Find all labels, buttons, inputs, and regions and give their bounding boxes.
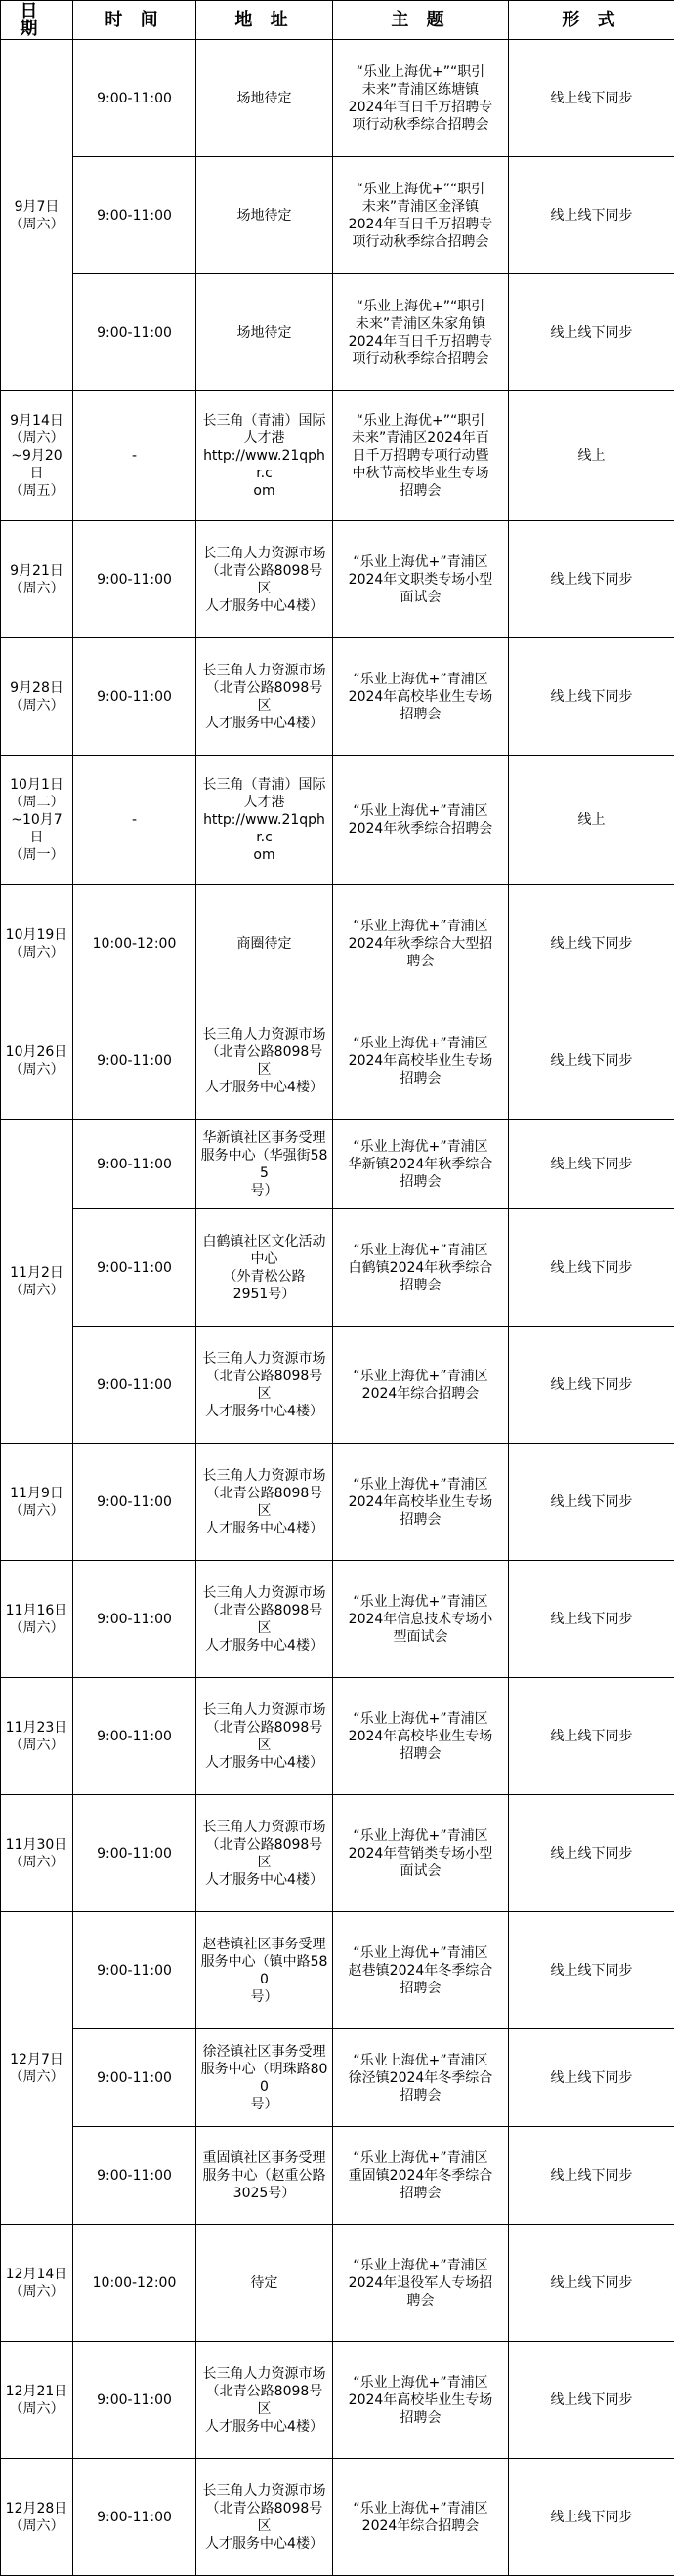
address-cell <box>196 274 333 391</box>
address-cell <box>196 1120 333 1209</box>
cell-text-line: “乐业上海优+”青浦区 <box>337 1710 504 1728</box>
format-cell: 线上线下同步 <box>509 40 674 157</box>
date-cell <box>1 756 73 885</box>
theme-cell <box>333 2459 509 2576</box>
table-row <box>1 1327 674 1444</box>
address-cell <box>196 521 333 638</box>
cell-text-line: 待定 <box>200 2274 328 2292</box>
theme-cell <box>333 1678 509 1795</box>
time-cell: 10:00-12:00 <box>73 2225 196 2342</box>
cell-text-line: 2024年百日千万招聘专 <box>337 216 504 233</box>
cell-text-line: （周六） <box>5 1061 68 1079</box>
cell-text-line: “乐业上海优+”青浦区 <box>337 1242 504 1259</box>
cell-text-line: 人才服务中心4楼） <box>200 2418 328 2435</box>
cell-text-line: 商圈待定 <box>200 935 328 953</box>
cell-text-line: 长三角人力资源市场 <box>200 662 328 679</box>
address-cell <box>196 2459 333 2576</box>
cell-text-line: 10月1日 <box>5 776 68 794</box>
theme-cell <box>333 1002 509 1120</box>
cell-text-line: om <box>200 482 328 500</box>
table-row <box>1 1002 674 1120</box>
cell-text-line: 2024年百日千万招聘专 <box>337 99 504 116</box>
table-row <box>1 2459 674 2576</box>
table-row <box>1 1912 674 2029</box>
date-cell <box>1 1912 73 2225</box>
table-header-row <box>1 1 674 40</box>
cell-text-line: （周一） <box>5 846 68 864</box>
time-cell: 9:00-11:00 <box>73 2029 196 2127</box>
cell-text-line: “乐业上海优+”青浦区 <box>337 1476 504 1493</box>
table-row <box>1 1209 674 1327</box>
address-cell <box>196 885 333 1002</box>
date-cell <box>1 2459 73 2576</box>
header-format: 形 式 <box>509 1 674 40</box>
date-cell <box>1 1444 73 1561</box>
cell-text-line: （北青公路8098号区 <box>200 1485 328 1520</box>
cell-text-line: 长三角人力资源市场 <box>200 1350 328 1368</box>
theme-cell <box>333 1327 509 1444</box>
cell-text-line: 12月14日 <box>5 2266 68 2283</box>
format-cell: 线上线下同步 <box>509 1795 674 1912</box>
cell-text-line: 招聘会 <box>337 2409 504 2427</box>
cell-text-line: 项行动秋季综合招聘会 <box>337 233 504 251</box>
cell-text-line: 2951号） <box>200 1286 328 1303</box>
cell-text-line: 招聘会 <box>337 1070 504 1087</box>
cell-text-line: 人才服务中心4楼） <box>200 597 328 615</box>
address-cell <box>196 1327 333 1444</box>
cell-text-line: “乐业上海优+”青浦区 <box>337 1138 504 1156</box>
cell-text-line: 2024年文职类专场小型 <box>337 571 504 589</box>
format-cell: 线上线下同步 <box>509 2459 674 2576</box>
cell-text-line: （北青公路8098号区 <box>200 1836 328 1871</box>
table-row <box>1 1120 674 1209</box>
table-row <box>1 40 674 157</box>
cell-text-line: 人才服务中心4楼） <box>200 1754 328 1772</box>
cell-text-line: 项行动秋季综合招聘会 <box>337 350 504 368</box>
address-cell <box>196 1795 333 1912</box>
date-cell <box>1 1120 73 1444</box>
cell-text-line: 人才服务中心4楼） <box>200 1403 328 1420</box>
address-cell <box>196 1678 333 1795</box>
cell-text-line: ~10月7日 <box>5 811 68 846</box>
table-row <box>1 638 674 756</box>
cell-text-line: （周六） <box>5 429 68 447</box>
table-row <box>1 521 674 638</box>
time-cell: 9:00-11:00 <box>73 1444 196 1561</box>
format-cell: 线上 <box>509 756 674 885</box>
cell-text-line: “乐业上海优+”青浦区 <box>337 918 504 935</box>
table-row <box>1 885 674 1002</box>
cell-text-line: 12月7日 <box>5 2051 68 2068</box>
table-row <box>1 2029 674 2127</box>
cell-text-line: 日千万招聘专项行动暨 <box>337 447 504 465</box>
cell-text-line: 白鹤镇社区文化活动 <box>200 1233 328 1250</box>
time-cell: 9:00-11:00 <box>73 2127 196 2225</box>
address-cell <box>196 40 333 157</box>
cell-text-line: “乐业上海优+”“职引 <box>337 181 504 198</box>
header-theme: 主 题 <box>333 1 509 40</box>
cell-text-line: 场地待定 <box>200 207 328 225</box>
cell-text-line: 2024年高校毕业生专场 <box>337 1052 504 1070</box>
address-cell <box>196 1209 333 1327</box>
time-cell: - <box>73 756 196 885</box>
format-cell: 线上线下同步 <box>509 885 674 1002</box>
time-cell: 9:00-11:00 <box>73 274 196 391</box>
format-cell: 线上线下同步 <box>509 274 674 391</box>
time-cell: 9:00-11:00 <box>73 40 196 157</box>
time-cell: 9:00-11:00 <box>73 2459 196 2576</box>
cell-text-line: “乐业上海优+”青浦区 <box>337 1368 504 1385</box>
cell-text-line: 2024年退役军人专场招 <box>337 2274 504 2292</box>
cell-text-line: “乐业上海优+”青浦区 <box>337 2500 504 2517</box>
cell-text-line: 未来”青浦区练塘镇 <box>337 81 504 99</box>
format-cell: 线上线下同步 <box>509 1209 674 1327</box>
time-cell: 9:00-11:00 <box>73 1120 196 1209</box>
address-cell <box>196 2029 333 2127</box>
theme-cell <box>333 521 509 638</box>
cell-text-line: http://www.21qphr.c <box>200 447 328 482</box>
format-cell: 线上线下同步 <box>509 157 674 274</box>
cell-text-line: “乐业上海优+”青浦区 <box>337 2257 504 2274</box>
cell-text-line: 11月9日 <box>5 1485 68 1502</box>
cell-text-line: “乐业上海优+”青浦区 <box>337 553 504 571</box>
theme-cell <box>333 157 509 274</box>
cell-text-line: （北青公路8098号区 <box>200 679 328 715</box>
format-cell: 线上线下同步 <box>509 1444 674 1561</box>
cell-text-line: （外青松公路 <box>200 1268 328 1286</box>
cell-text-line: 招聘会 <box>337 2185 504 2202</box>
date-cell <box>1 638 73 756</box>
table-row <box>1 274 674 391</box>
time-cell: 9:00-11:00 <box>73 1002 196 1120</box>
format-cell: 线上线下同步 <box>509 2342 674 2459</box>
cell-text-line: （周六） <box>5 944 68 961</box>
theme-cell <box>333 1561 509 1678</box>
theme-cell <box>333 2342 509 2459</box>
table-row <box>1 1561 674 1678</box>
cell-text-line: 2024年高校毕业生专场 <box>337 1493 504 1511</box>
cell-text-line: 未来”青浦区金泽镇 <box>337 198 504 216</box>
cell-text-line: （周六） <box>5 1619 68 1637</box>
cell-text-line: 长三角人力资源市场 <box>200 1701 328 1719</box>
address-cell <box>196 756 333 885</box>
cell-text-line: 9月14日 <box>5 412 68 429</box>
cell-text-line: 2024年综合招聘会 <box>337 1385 504 1403</box>
cell-text-line: 2024年百日千万招聘专 <box>337 333 504 350</box>
format-cell: 线上线下同步 <box>509 1678 674 1795</box>
cell-text-line: 2024年秋季综合大型招 <box>337 935 504 953</box>
cell-text-line: 招聘会 <box>337 1277 504 1294</box>
address-cell <box>196 1444 333 1561</box>
table-row <box>1 2127 674 2225</box>
format-cell: 线上线下同步 <box>509 1561 674 1678</box>
cell-text-line: 徐泾镇2024年冬季综合 <box>337 2069 504 2087</box>
theme-cell <box>333 1120 509 1209</box>
cell-text-line: 2024年秋季综合招聘会 <box>337 820 504 838</box>
cell-text-line: 11月2日 <box>5 1264 68 1282</box>
cell-text-line: 长三角人力资源市场 <box>200 545 328 562</box>
cell-text-line: “乐业上海优+”“职引 <box>337 412 504 429</box>
cell-text-line: 人才服务中心4楼） <box>200 1520 328 1537</box>
theme-cell <box>333 391 509 521</box>
time-cell: - <box>73 391 196 521</box>
header-time: 时 间 <box>73 1 196 40</box>
cell-text-line: （北青公路8098号区 <box>200 2500 328 2535</box>
address-cell <box>196 157 333 274</box>
cell-text-line: 服务中心（明珠路800 <box>200 2061 328 2096</box>
cell-text-line: http://www.21qphr.c <box>200 811 328 846</box>
table-row <box>1 391 674 521</box>
cell-text-line: 号） <box>200 2096 328 2113</box>
cell-text-line: 人才港 <box>200 794 328 811</box>
format-cell: 线上线下同步 <box>509 1327 674 1444</box>
time-cell: 9:00-11:00 <box>73 1327 196 1444</box>
cell-text-line: （周六） <box>5 1737 68 1754</box>
cell-text-line: 长三角人力资源市场 <box>200 1584 328 1602</box>
cell-text-line: （周六） <box>5 2283 68 2301</box>
cell-text-line: 聘会 <box>337 2292 504 2310</box>
time-cell: 9:00-11:00 <box>73 1795 196 1912</box>
date-cell <box>1 885 73 1002</box>
cell-text-line: 型面试会 <box>337 1628 504 1646</box>
date-cell <box>1 391 73 521</box>
time-cell: 9:00-11:00 <box>73 1561 196 1678</box>
cell-text-line: “乐业上海优+”青浦区 <box>337 2374 504 2392</box>
cell-text-line: 重固镇社区事务受理 <box>200 2149 328 2167</box>
cell-text-line: 未来”青浦区2024年百 <box>337 429 504 447</box>
cell-text-line: 10月19日 <box>5 926 68 944</box>
cell-text-line: 场地待定 <box>200 90 328 107</box>
cell-text-line: 招聘会 <box>337 1980 504 1997</box>
cell-text-line: 2024年营销类专场小型 <box>337 1845 504 1862</box>
address-cell <box>196 2127 333 2225</box>
format-cell: 线上线下同步 <box>509 521 674 638</box>
cell-text-line: 2024年高校毕业生专场 <box>337 1728 504 1745</box>
cell-text-line: “乐业上海优+”青浦区 <box>337 671 504 688</box>
cell-text-line: 2024年综合招聘会 <box>337 2517 504 2535</box>
theme-cell <box>333 638 509 756</box>
cell-text-line: 未来”青浦区朱家角镇 <box>337 315 504 333</box>
format-cell: 线上线下同步 <box>509 1912 674 2029</box>
cell-text-line: （北青公路8098号区 <box>200 2383 328 2418</box>
cell-text-line: 服务中心（镇中路580 <box>200 1953 328 1988</box>
cell-text-line: （周六） <box>5 1282 68 1299</box>
cell-text-line: 赵巷镇2024年冬季综合 <box>337 1962 504 1980</box>
time-cell: 9:00-11:00 <box>73 638 196 756</box>
table-row <box>1 1444 674 1561</box>
cell-text-line: 11月23日 <box>5 1719 68 1737</box>
cell-text-line: 招聘会 <box>337 1511 504 1529</box>
theme-cell <box>333 2029 509 2127</box>
cell-text-line: 徐泾镇社区事务受理 <box>200 2043 328 2061</box>
cell-text-line: 人才港 <box>200 429 328 447</box>
cell-text-line: 长三角人力资源市场 <box>200 2365 328 2383</box>
cell-text-line: “乐业上海优+”青浦区 <box>337 802 504 820</box>
cell-text-line: 人才服务中心4楼） <box>200 1871 328 1889</box>
cell-text-line: 招聘会 <box>337 1173 504 1191</box>
header-date: 日 期 <box>1 1 73 40</box>
address-cell <box>196 2225 333 2342</box>
time-cell: 10:00-12:00 <box>73 885 196 1002</box>
date-cell <box>1 1795 73 1912</box>
cell-text-line: 3025号） <box>200 2185 328 2202</box>
cell-text-line: 中心 <box>200 1250 328 1268</box>
cell-text-line: “乐业上海优+”青浦区 <box>337 1593 504 1611</box>
address-cell <box>196 1561 333 1678</box>
theme-cell <box>333 1795 509 1912</box>
date-cell <box>1 40 73 391</box>
cell-text-line: 聘会 <box>337 953 504 970</box>
table-row <box>1 2225 674 2342</box>
cell-text-line: 12月21日 <box>5 2383 68 2400</box>
cell-text-line: （北青公路8098号区 <box>200 1368 328 1403</box>
cell-text-line: 中秋节高校毕业生专场 <box>337 465 504 482</box>
cell-text-line: “乐业上海优+”青浦区 <box>337 2149 504 2167</box>
cell-text-line: 号） <box>200 1988 328 2006</box>
cell-text-line: （北青公路8098号区 <box>200 1719 328 1754</box>
theme-cell <box>333 274 509 391</box>
cell-text-line: 面试会 <box>337 589 504 606</box>
cell-text-line: 9月7日 <box>5 198 68 216</box>
cell-text-line: （周六） <box>5 2400 68 2418</box>
cell-text-line: 2024年信息技术专场小 <box>337 1611 504 1628</box>
cell-text-line: om <box>200 846 328 864</box>
cell-text-line: 赵巷镇社区事务受理 <box>200 1936 328 1953</box>
date-cell <box>1 521 73 638</box>
cell-text-line: （周六） <box>5 1502 68 1520</box>
cell-text-line: “乐业上海优+”青浦区 <box>337 1827 504 1845</box>
date-cell <box>1 2342 73 2459</box>
cell-text-line: “乐业上海优+”“职引 <box>337 63 504 81</box>
cell-text-line: 招聘会 <box>337 706 504 723</box>
cell-text-line: 服务中心（赵重公路 <box>200 2167 328 2185</box>
address-cell <box>196 1002 333 1120</box>
cell-text-line: （周六） <box>5 580 68 597</box>
time-cell: 9:00-11:00 <box>73 1912 196 2029</box>
format-cell: 线上线下同步 <box>509 2029 674 2127</box>
format-cell: 线上 <box>509 391 674 521</box>
cell-text-line: 招聘会 <box>337 482 504 500</box>
cell-text-line: （周六） <box>5 1854 68 1871</box>
address-cell <box>196 1912 333 2029</box>
format-cell: 线上线下同步 <box>509 1002 674 1120</box>
table-row <box>1 756 674 885</box>
cell-text-line: 2024年高校毕业生专场 <box>337 688 504 706</box>
table-row <box>1 2342 674 2459</box>
theme-cell <box>333 756 509 885</box>
cell-text-line: “乐业上海优+”“职引 <box>337 298 504 315</box>
table-body <box>1 40 674 2576</box>
cell-text-line: 号） <box>200 1182 328 1200</box>
cell-text-line: 9月28日 <box>5 679 68 697</box>
cell-text-line: （周六） <box>5 2068 68 2086</box>
table-row <box>1 157 674 274</box>
address-cell <box>196 638 333 756</box>
theme-cell <box>333 1209 509 1327</box>
theme-cell <box>333 1444 509 1561</box>
theme-cell <box>333 2225 509 2342</box>
address-cell <box>196 391 333 521</box>
cell-text-line: 9月21日 <box>5 562 68 580</box>
theme-cell <box>333 2127 509 2225</box>
cell-text-line: 长三角人力资源市场 <box>200 1026 328 1043</box>
time-cell: 9:00-11:00 <box>73 157 196 274</box>
cell-text-line: （北青公路8098号区 <box>200 562 328 597</box>
cell-text-line: 华新镇社区事务受理 <box>200 1129 328 1147</box>
cell-text-line: 人才服务中心4楼） <box>200 715 328 732</box>
format-cell: 线上线下同步 <box>509 638 674 756</box>
theme-cell <box>333 1912 509 2029</box>
cell-text-line: （周五） <box>5 482 68 500</box>
cell-text-line: 长三角人力资源市场 <box>200 1467 328 1485</box>
date-cell <box>1 1002 73 1120</box>
cell-text-line: 面试会 <box>337 1862 504 1880</box>
cell-text-line: 2024年高校毕业生专场 <box>337 2392 504 2409</box>
cell-text-line: 人才服务中心4楼） <box>200 1079 328 1096</box>
theme-cell <box>333 885 509 1002</box>
cell-text-line: 华新镇2024年秋季综合 <box>337 1156 504 1173</box>
time-cell: 9:00-11:00 <box>73 521 196 638</box>
time-cell: 9:00-11:00 <box>73 1678 196 1795</box>
header-address: 地 址 <box>196 1 333 40</box>
time-cell: 9:00-11:00 <box>73 1209 196 1327</box>
cell-text-line: 11月30日 <box>5 1836 68 1854</box>
cell-text-line: “乐业上海优+”青浦区 <box>337 1944 504 1962</box>
cell-text-line: “乐业上海优+”青浦区 <box>337 2052 504 2069</box>
cell-text-line: 白鹤镇2024年秋季综合 <box>337 1259 504 1277</box>
format-cell: 线上线下同步 <box>509 2127 674 2225</box>
cell-text-line: 12月28日 <box>5 2500 68 2517</box>
cell-text-line: 招聘会 <box>337 1745 504 1763</box>
cell-text-line: （周六） <box>5 216 68 233</box>
cell-text-line: 长三角（青浦）国际 <box>200 776 328 794</box>
time-cell: 9:00-11:00 <box>73 2342 196 2459</box>
cell-text-line: （周六） <box>5 697 68 715</box>
cell-text-line: 招聘会 <box>337 2087 504 2105</box>
cell-text-line: 人才服务中心4楼） <box>200 2535 328 2553</box>
format-cell: 线上线下同步 <box>509 2225 674 2342</box>
date-cell <box>1 1678 73 1795</box>
date-cell <box>1 1561 73 1678</box>
cell-text-line: 长三角人力资源市场 <box>200 2482 328 2500</box>
cell-text-line: 长三角人力资源市场 <box>200 1819 328 1836</box>
cell-text-line: 场地待定 <box>200 324 328 342</box>
cell-text-line: 服务中心（华强街585 <box>200 1147 328 1182</box>
cell-text-line: （北青公路8098号区 <box>200 1043 328 1079</box>
cell-text-line: 重固镇2024年冬季综合 <box>337 2167 504 2185</box>
cell-text-line: 11月16日 <box>5 1602 68 1619</box>
cell-text-line: （周六） <box>5 2517 68 2535</box>
address-cell <box>196 2342 333 2459</box>
cell-text-line: “乐业上海优+”青浦区 <box>337 1035 504 1052</box>
theme-cell <box>333 40 509 157</box>
table-row <box>1 1678 674 1795</box>
table-row <box>1 1795 674 1912</box>
cell-text-line: ~9月20日 <box>5 447 68 482</box>
date-cell <box>1 2225 73 2342</box>
cell-text-line: 10月26日 <box>5 1043 68 1061</box>
format-cell: 线上线下同步 <box>509 1120 674 1209</box>
cell-text-line: 人才服务中心4楼） <box>200 1637 328 1655</box>
cell-text-line: （周二） <box>5 794 68 811</box>
cell-text-line: 项行动秋季综合招聘会 <box>337 116 504 134</box>
cell-text-line: （北青公路8098号区 <box>200 1602 328 1637</box>
cell-text-line: 长三角（青浦）国际 <box>200 412 328 429</box>
